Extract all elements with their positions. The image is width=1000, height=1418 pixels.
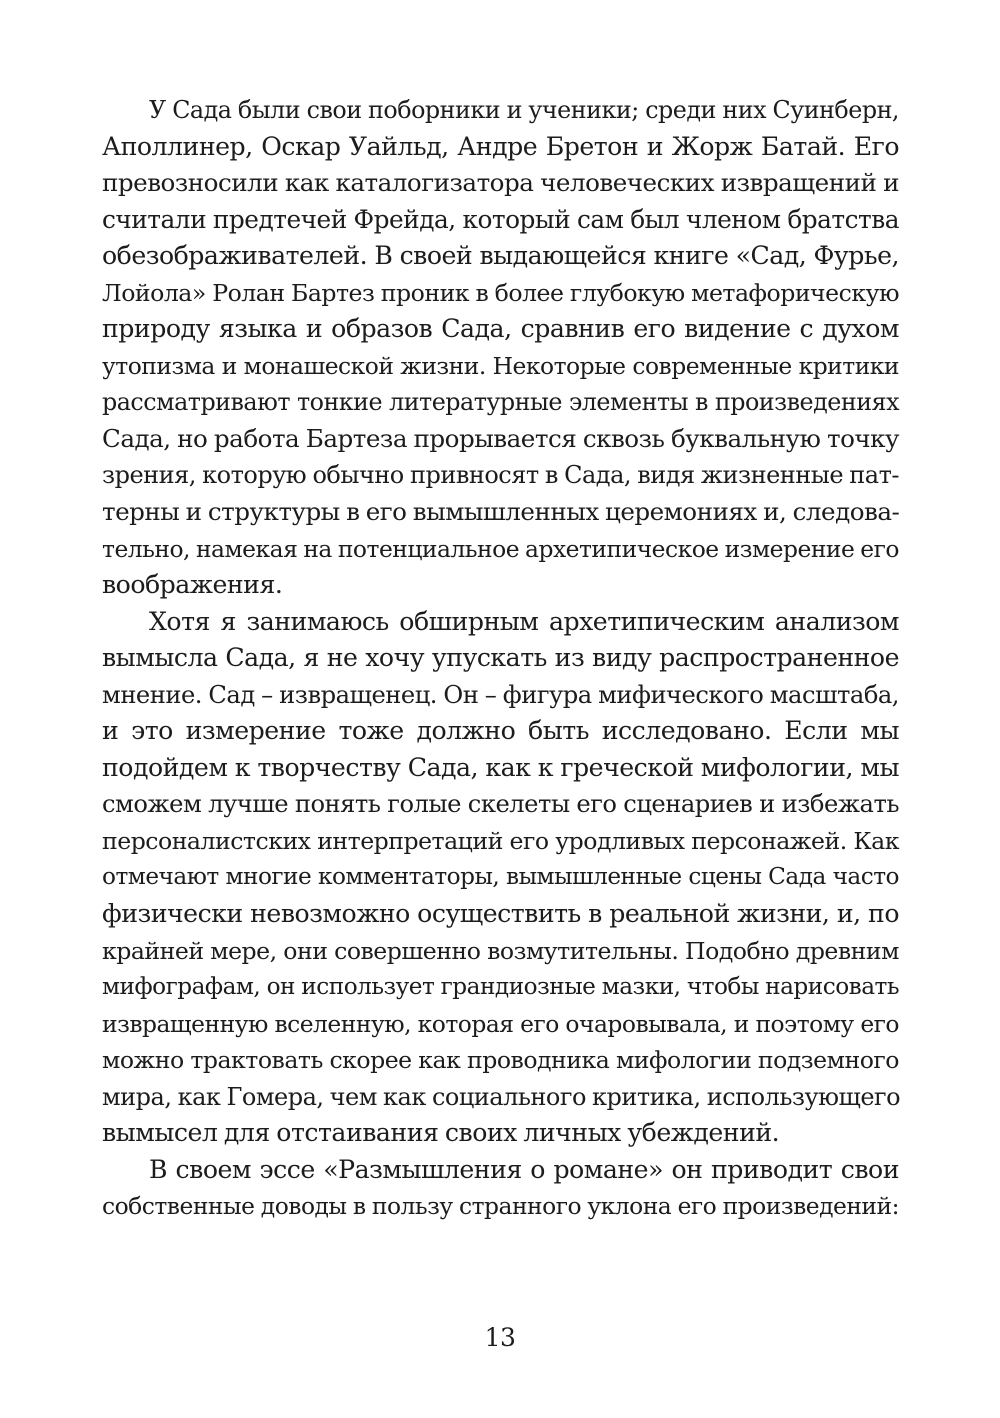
text-line: Аполлинер, Оскар Уайльд, Андре Бретон и Жорж Батай. Его xyxy=(102,131,899,161)
text-line: можно трактовать скорее как проводника мифологии подземного xyxy=(102,1046,899,1075)
text-line: утопизма и монашеской жизни. Некоторые современные критики xyxy=(102,351,899,380)
text-line: отмечают многие комментаторы, вымышленные сцены Сада часто xyxy=(102,863,899,891)
paragraph xyxy=(102,604,899,1152)
text-line: Лойола» Ролан Бартез проник в более глубокую метафорическую xyxy=(102,278,899,307)
text-line: собственные доводы в пользу странного уклона его произведений: xyxy=(102,1192,899,1221)
paragraph xyxy=(102,1152,899,1225)
text-line: Сада, но работа Бартеза прорывается сквозь буквальную точку xyxy=(102,423,899,453)
text-line: сможем лучше понять голые скелеты его сценариев и избежать xyxy=(102,790,899,819)
text-line: обезображивателей. В своей выдающейся книге «Сад, Фурье, xyxy=(102,241,899,271)
page-number: 13 xyxy=(484,1323,516,1352)
body-text xyxy=(102,92,899,1225)
text-line: физически невозможно осуществить в реальной жизни, и, по xyxy=(102,899,899,929)
text-line: извращенную вселенную, которая его очаровывала, и поэтому его xyxy=(102,1009,899,1038)
text-line: У Сада были свои поборники и ученики; среди них Суинберн, xyxy=(149,96,899,124)
text-line: крайней мере, они совершенно возмутительны. Подобно древним xyxy=(102,936,899,965)
text-line: воображения. xyxy=(102,570,283,600)
text-line: В своем эссе «Размышления о романе» он приводит свои xyxy=(149,1154,899,1184)
text-line: терны и структуры в его вымышленных церемониях и, следова- xyxy=(102,497,900,527)
text-line: превозносили как каталогизатора человеческих извращений и xyxy=(102,168,899,198)
text-line: мнение. Сад – извращенец. Он – фигура мифического масштаба, xyxy=(102,680,899,709)
text-line: считали предтечей Фрейда, который сам был членом братства xyxy=(102,204,899,234)
text-line: вымысел для отстаивания своих личных убеждений. xyxy=(102,1118,780,1148)
text-line: мифографам, он использует грандиозные мазки, чтобы нарисовать xyxy=(102,973,899,1001)
text-line: персоналистских интерпретаций его уродливых персонажей. Как xyxy=(102,826,899,855)
text-line: рассматривают тонкие литературные элементы в произведениях xyxy=(102,388,899,417)
text-line: тельно, намекая на потенциальное архетипическое измерение его xyxy=(102,534,899,563)
text-line: мира, как Гомера, чем как социального критика, использующего xyxy=(102,1082,901,1111)
paragraph xyxy=(102,92,899,604)
text-line: вымысла Сада, я не хочу упускать из виду распространенное xyxy=(102,643,899,673)
text-line: подойдем к творчеству Сада, как к греческой мифологии, мы xyxy=(102,752,899,782)
text-line: зрения, которую обычно привносят в Сада, видя жизненные пат- xyxy=(102,461,899,490)
text-line: и это измерение тоже должно быть исследовано. Если мы xyxy=(102,716,899,746)
text-line: Хотя я занимаюсь обширным архетипическим анализом xyxy=(149,606,899,636)
text-line: природу языка и образов Сада, сравнив его видение с духом xyxy=(102,314,899,344)
